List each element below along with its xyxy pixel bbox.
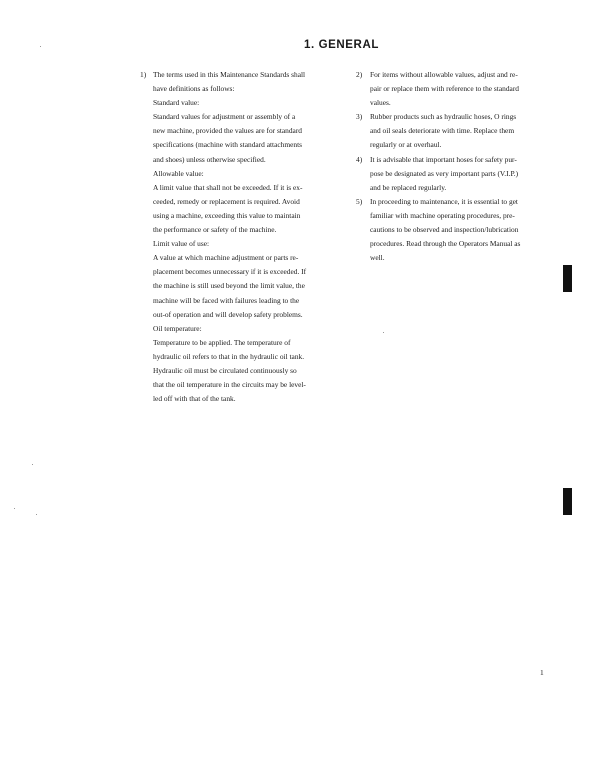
text-line: have definitions as follows: — [153, 84, 235, 94]
text-line: well. — [370, 253, 385, 263]
scan-speck — [14, 508, 15, 509]
text-line: regularly or at overhaul. — [370, 140, 442, 150]
list-item-3 — [356, 110, 549, 152]
text-line: Hydraulic oil must be circulated continuously so — [153, 365, 297, 375]
text-line: Temperature to be applied. The temperature of — [153, 337, 291, 347]
text-line: that the oil temperature in the circuits may be level- — [153, 380, 306, 390]
page-number: 1 — [540, 668, 544, 677]
list-item-5 — [356, 195, 549, 265]
text-line: led off with that of the tank. — [153, 394, 236, 404]
text-line: procedures. Read through the Operators Manual as — [370, 239, 521, 249]
text-line: cautions to be observed and inspection/lubrication — [370, 225, 519, 235]
text-line: the machine is still used beyond the limit value, the — [153, 281, 305, 291]
text-line: ceeded, remedy or replacement is required. Avoid — [153, 196, 300, 206]
text-line: placement becomes unnecessary if it is exceeded. If — [153, 267, 307, 277]
text-line: the performance or safety of the machine. — [153, 225, 277, 235]
term-heading: Allowable value: — [153, 168, 204, 178]
right-column — [356, 68, 549, 265]
item-number: 1) — [140, 70, 147, 79]
scan-speck — [40, 46, 41, 47]
text-line: The terms used in this Maintenance Standards shall — [153, 70, 306, 79]
section-tab-marker — [563, 488, 572, 515]
scan-speck — [36, 514, 37, 515]
item-number: 2) — [356, 70, 363, 79]
text-line: pair or replace them with reference to the standard — [370, 84, 519, 94]
item-text — [153, 68, 328, 406]
text-line: Rubber products such as hydraulic hoses, O rings — [370, 112, 517, 122]
text-line: A limit value that shall not be exceeded. If it is ex- — [153, 182, 303, 192]
item-number: 5) — [356, 196, 363, 206]
text-line: hydraulic oil refers to that in the hydraulic oil tank. — [153, 351, 305, 361]
list-item-2 — [356, 68, 549, 110]
text-line: and shoes) unless otherwise specified. — [153, 154, 266, 164]
item-number: 4) — [356, 154, 363, 164]
text-line: and be replaced regularly. — [370, 182, 447, 192]
scan-speck — [383, 332, 384, 333]
text-line: new machine, provided the values are for standard — [153, 126, 302, 136]
list-item-1 — [140, 68, 328, 406]
text-line: using a machine, exceeding this value to maintain — [153, 210, 301, 220]
text-line: familiar with machine operating procedures, pre- — [370, 210, 515, 220]
text-line: A value at which machine adjustment or parts re- — [153, 253, 299, 263]
text-line: Standard values for adjustment or assembly of a — [153, 112, 296, 122]
text-line: values. — [370, 98, 391, 108]
term-heading: Oil temperature: — [153, 323, 202, 333]
list-item-4 — [356, 153, 549, 195]
page-title: 1. GENERAL — [303, 39, 379, 51]
text-line: pose be designated as very important parts (V.I.P.) — [370, 168, 519, 178]
text-line: For items without allowable values, adjust and re- — [370, 70, 518, 79]
scan-speck — [32, 464, 33, 465]
text-line: and oil seals deteriorate with time. Replace them — [370, 126, 515, 136]
text-line: out-of operation and will develop safety problems. — [153, 309, 303, 319]
text-line: machine will be faced with failures leading to the — [153, 295, 300, 305]
item-number: 3) — [356, 112, 363, 122]
section-tab-marker — [563, 265, 572, 292]
text-line: In proceeding to maintenance, it is essential to get — [370, 196, 518, 206]
text-line: specifications (machine with standard attachments — [153, 140, 302, 150]
term-heading: Limit value of use: — [153, 239, 210, 249]
text-line: It is advisable that important hoses for safety pur- — [370, 154, 517, 164]
left-column — [140, 68, 328, 406]
term-heading: Standard value: — [153, 98, 200, 108]
